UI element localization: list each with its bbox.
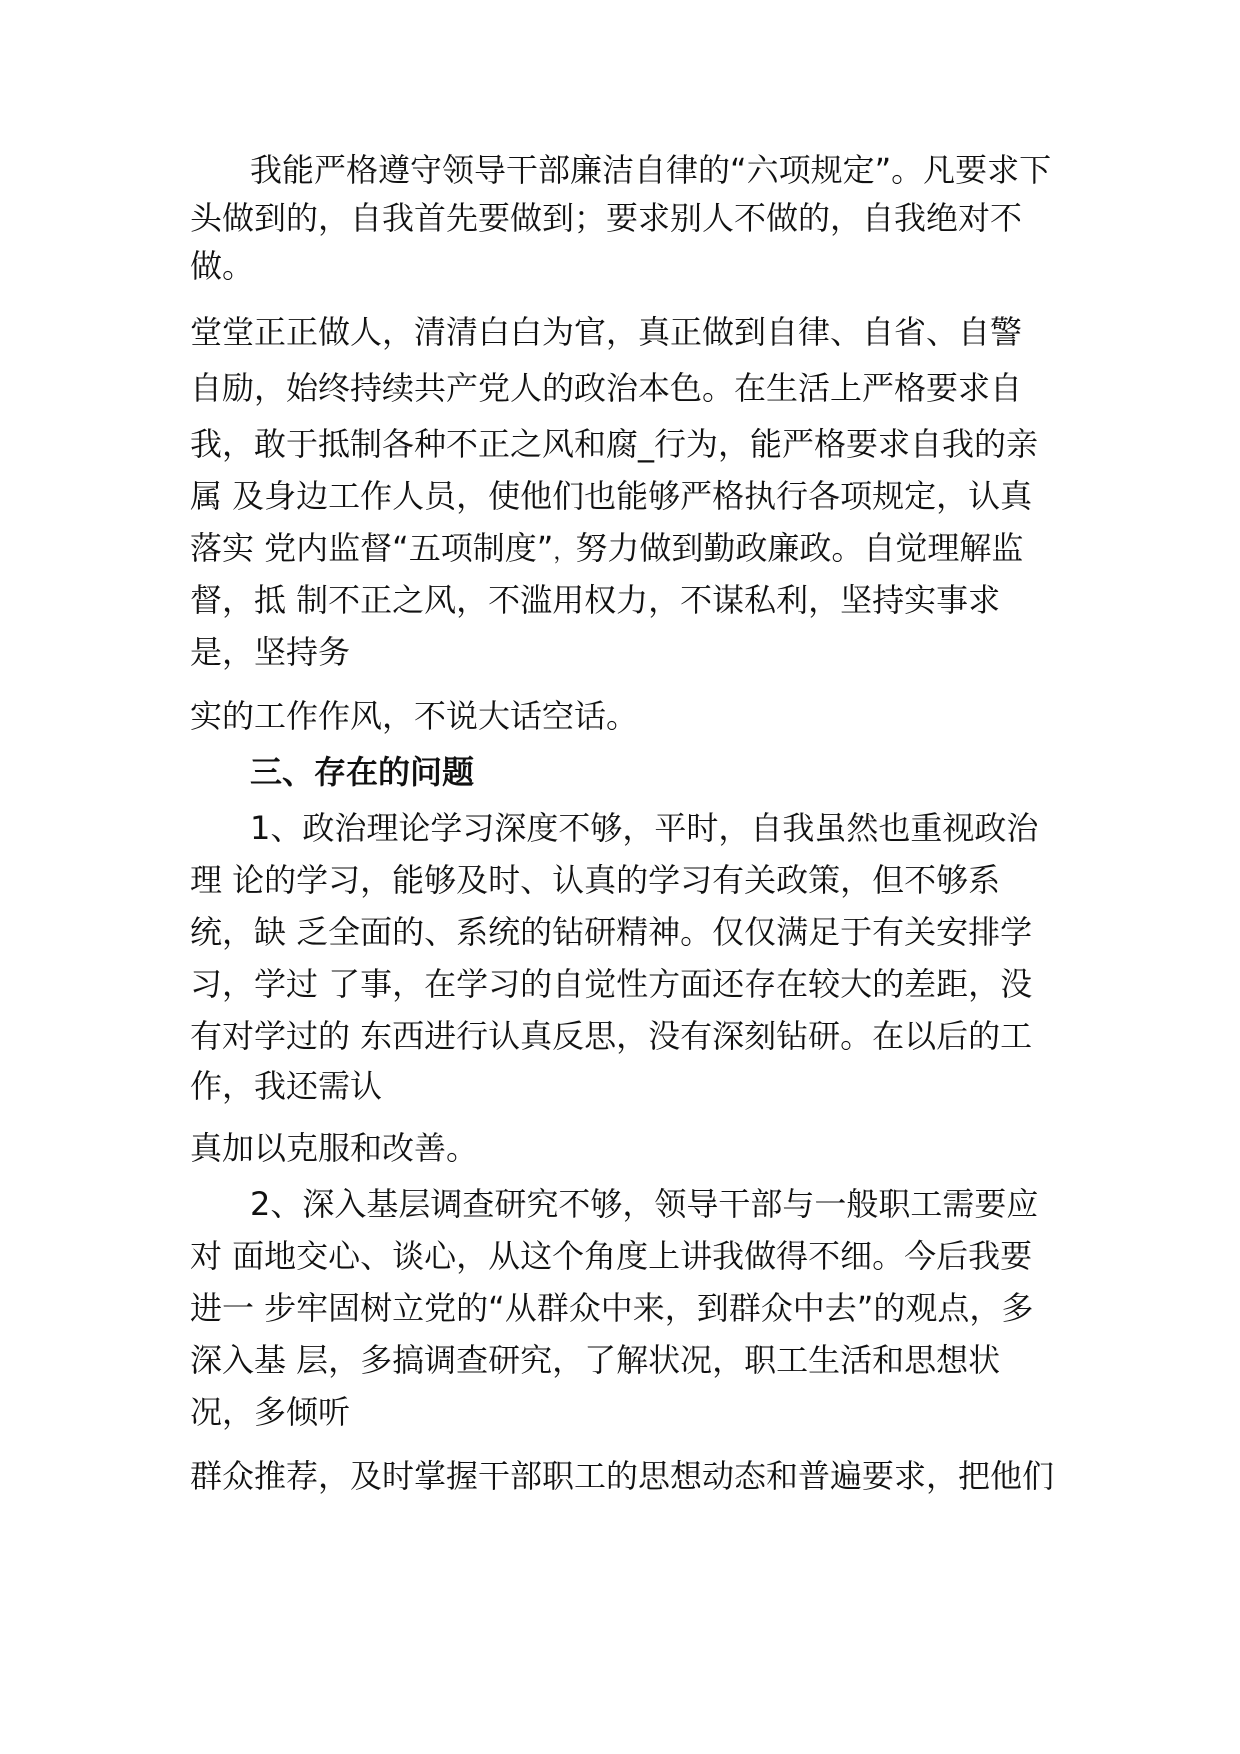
paragraph-line: 习，学过 了事，在学习的自觉性方面还存在较大的差距，没 [190, 965, 1033, 1003]
paragraph-line: 况，多倾听 [190, 1393, 351, 1431]
paragraph-line: 群众推荐，及时掌握干部职工的思想动态和普遍要求，把他们 [190, 1457, 1055, 1495]
paragraph-line: 属 及身边工作人员，使他们也能够严格执行各项规定，认真 [190, 477, 1033, 515]
paragraph-line: 自励，始终持续共产党人的政治本色。在生活上严格要求自 [190, 369, 1023, 407]
paragraph-line: 实的工作作风，不说大话空话。 [190, 697, 639, 735]
paragraph-line: 理 论的学习，能够及时、认真的学习有关政策，但不够系 [190, 861, 1001, 899]
paragraph-line: 进一 步牢固树立党的“从群众中来，到群众中去”的观点，多 [190, 1289, 1034, 1327]
small-comma: ， [553, 540, 576, 565]
paragraph-line: 1、政治理论学习深度不够，平时，自我虽然也重视政治 [250, 809, 1039, 847]
paragraph-line: 对 面地交心、谈心，从这个角度上讲我做得不细。今后我要 [190, 1237, 1033, 1275]
paragraph-line: 堂堂正正做人，清清白白为官，真正做到自律、自省、自警 [190, 313, 1023, 351]
paragraph-line: 作，我还需认 [190, 1067, 383, 1105]
paragraph-line: 有对学过的 东西进行认真反思，没有深刻钻研。在以后的工 [190, 1017, 1033, 1055]
paragraph-line: 我能严格遵守领导干部廉洁自律的“六项规定”。凡要求下 [250, 151, 1052, 189]
paragraph-line: 2、深入基层调查研究不够，领导干部与一般职工需要应 [250, 1185, 1039, 1223]
section-heading: 三、存在的问题 [250, 753, 475, 791]
line-segment: 落实 党内监督“五项制度” [190, 529, 554, 567]
paragraph-line: 深入基 层，多搞调查研究，了解状况，职工生活和思想状 [190, 1341, 1001, 1379]
paragraph-line: 是，坚持务 [190, 633, 351, 671]
paragraph-line: 真加以克服和改善。 [190, 1129, 479, 1167]
paragraph-line: 督，抵 制不正之风，不滥用权力，不谋私利，坚持实事求 [190, 581, 1001, 619]
paragraph-line: 头做到的，自我首先要做到；要求别人不做的，自我绝对不 [190, 199, 1023, 237]
paragraph-line: 统，缺 乏全面的、系统的钻研精神。仅仅满足于有关安排学 [190, 913, 1033, 951]
paragraph-line [190, 528, 1023, 573]
paragraph-line: 我，敢于抵制各种不正之风和腐_行为，能严格要求自我的亲 [190, 425, 1039, 463]
line-segment: 努力做到勤政廉政。自觉理解监 [575, 529, 1024, 567]
paragraph-line: 做。 [190, 247, 255, 285]
